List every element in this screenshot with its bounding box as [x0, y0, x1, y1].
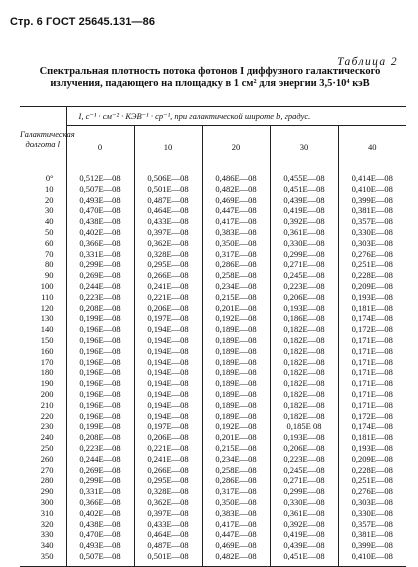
value-cell: 0,330E—08	[270, 238, 338, 249]
value-cell: 0,328E—08	[134, 486, 202, 497]
longitude-cell: 60	[20, 238, 66, 249]
value-cell: 0,439E—08	[270, 540, 338, 551]
table-row	[20, 324, 406, 335]
value-cell: 0,189E—08	[202, 378, 270, 389]
longitude-header: Галактическая долгота l	[20, 107, 66, 168]
value-cell: 0,228E—08	[338, 270, 406, 281]
table-body	[20, 168, 406, 566]
value-cell: 0,234E—08	[202, 454, 270, 465]
longitude-cell: 100	[20, 281, 66, 292]
value-cell: 0,361E—08	[270, 227, 338, 238]
value-cell: 0,317E—08	[202, 249, 270, 260]
table-row	[20, 303, 406, 314]
value-cell: 0,330E—08	[270, 497, 338, 508]
value-cell: 0,402E—08	[79, 226, 121, 237]
value-cell: 0,447E—08	[202, 529, 270, 540]
table-row	[20, 540, 406, 551]
value-cell: 0,196E—08	[79, 345, 121, 356]
table-row	[20, 432, 406, 443]
longitude-cell: 120	[20, 303, 66, 314]
value-cell: 0,295E—08	[134, 475, 202, 486]
value-cell: 0,209E—08	[338, 454, 406, 465]
value-cell: 0,192E—08	[202, 421, 270, 432]
value-cell: 0,258E—08	[202, 465, 270, 476]
value-cell: 0,172E—08	[338, 324, 406, 335]
value-cell: 0,381E—08	[338, 205, 406, 216]
value-cell: 0,486E—08	[202, 168, 270, 184]
table-row	[20, 335, 406, 346]
value-cell: 0,402E—08	[79, 507, 121, 518]
value-cell: 0,182E—08	[270, 324, 338, 335]
table-row	[20, 497, 406, 508]
value-cell: 0,234E—08	[202, 281, 270, 292]
table-row	[20, 551, 406, 566]
value-cell: 0,410E—08	[338, 184, 406, 195]
value-cell: 0,399E—08	[338, 540, 406, 551]
value-cell: 0,399E—08	[338, 195, 406, 206]
value-cell: 0,506E—08	[134, 168, 202, 184]
value-cell: 0,269E—08	[79, 270, 121, 281]
table-row	[20, 519, 406, 530]
value-cell: 0,357E—08	[338, 216, 406, 227]
value-cell: 0,330E—08	[338, 508, 406, 519]
value-cell: 0,392E—08	[270, 519, 338, 530]
table-row	[20, 205, 406, 216]
value-cell: 0,487E—08	[134, 540, 202, 551]
table-row	[20, 389, 406, 400]
value-cell: 0,269E—08	[79, 464, 121, 475]
value-cell: 0,194E—08	[134, 367, 202, 378]
value-cell: 0,186E—08	[270, 313, 338, 324]
value-cell: 0,171E—08	[338, 367, 406, 378]
value-cell: 0,299E—08	[270, 249, 338, 260]
value-cell: 0,196E—08	[79, 399, 121, 410]
table-row	[20, 313, 406, 324]
value-cell: 0,189E—08	[202, 411, 270, 422]
table-row	[20, 168, 406, 184]
value-cell: 0,331E—08	[79, 248, 121, 259]
longitude-cell: 320	[20, 519, 66, 530]
value-cell: 0,189E—08	[202, 324, 270, 335]
value-cell: 0,362E—08	[134, 497, 202, 508]
value-cell: 0,295E—08	[134, 259, 202, 270]
longitude-cell: 220	[20, 411, 66, 422]
value-cell: 0,189E—08	[202, 400, 270, 411]
table-caption: Спектральная плотность потока фотонов I диффузного галактического излучения, падающего на площадку в 1 см² для энергии 3,5·10⁴ кэВ	[39, 66, 381, 89]
longitude-cell: 240	[20, 432, 66, 443]
table-row	[20, 443, 406, 454]
value-cell: 0,181E—08	[338, 432, 406, 443]
value-cell: 0,469E—08	[202, 540, 270, 551]
value-cell: 0,303E—08	[338, 497, 406, 508]
value-cell: 0,208E—08	[79, 432, 121, 443]
value-cell: 0,331E—08	[79, 486, 121, 497]
page-header: Стр. 6 ГОСТ 25645.131—86	[10, 16, 156, 28]
longitude-cell: 290	[20, 486, 66, 497]
table-row	[20, 529, 406, 540]
value-cell: 0,223E—08	[79, 291, 121, 302]
latitude-header-40: 40	[338, 126, 406, 169]
value-cell: 0,303E—08	[338, 238, 406, 249]
value-cell: 0,251E—08	[338, 475, 406, 486]
value-cell: 0,317E—08	[202, 486, 270, 497]
group-header: I, с⁻¹ · см⁻² · КЭВ⁻¹ · ср⁻¹, при галактической широте b, градус.	[66, 107, 406, 126]
value-cell: 0,271E—08	[270, 259, 338, 270]
value-cell: 0,182E—08	[270, 411, 338, 422]
value-cell: 0,206E—08	[270, 443, 338, 454]
value-cell: 0,196E—08	[79, 388, 121, 399]
longitude-cell: 150	[20, 335, 66, 346]
value-cell: 0,361E—08	[270, 508, 338, 519]
value-cell: 0,493E—08	[79, 540, 121, 551]
value-cell: 0,439E—08	[270, 195, 338, 206]
longitude-cell: 80	[20, 259, 66, 270]
value-cell: 0,182E—08	[270, 367, 338, 378]
value-cell: 0,451E—08	[270, 184, 338, 195]
value-cell: 0,171E—08	[338, 346, 406, 357]
value-cell: 0,470E—08	[79, 205, 121, 216]
table-row	[20, 378, 406, 389]
value-cell: 0,245E—08	[270, 465, 338, 476]
value-cell: 0,410E—08	[338, 551, 406, 566]
value-cell: 0,171E—08	[338, 357, 406, 368]
value-cell: 0,228E—08	[338, 465, 406, 476]
table-row	[20, 367, 406, 378]
value-cell: 0,181E—08	[338, 303, 406, 314]
value-cell: 0,438E—08	[79, 518, 121, 529]
value-cell: 0,182E—08	[270, 357, 338, 368]
table-row	[20, 249, 406, 260]
value-cell: 0,266E—08	[134, 465, 202, 476]
value-cell: 0,299E—08	[79, 475, 121, 486]
value-cell: 0,201E—08	[202, 303, 270, 314]
value-cell: 0,206E—08	[134, 432, 202, 443]
value-cell: 0,182E—08	[270, 389, 338, 400]
value-cell: 0,447E—08	[202, 205, 270, 216]
table-row	[20, 421, 406, 432]
value-cell: 0,397E—08	[134, 508, 202, 519]
longitude-cell: 340	[20, 540, 66, 551]
value-cell: 0,197E—08	[134, 421, 202, 432]
table-row	[20, 216, 406, 227]
value-cell: 0,196E—08	[79, 356, 121, 367]
value-cell: 0,419E—08	[270, 205, 338, 216]
value-cell: 0,196E—08	[79, 334, 121, 345]
latitude-header-20: 20	[202, 126, 270, 169]
longitude-cell: 190	[20, 378, 66, 389]
value-cell: 0,383E—08	[202, 227, 270, 238]
value-cell: 0,193E—08	[338, 443, 406, 454]
latitude-header-0: 0	[97, 142, 103, 152]
table-row	[20, 195, 406, 206]
longitude-cell: 50	[20, 227, 66, 238]
longitude-cell: 260	[20, 454, 66, 465]
value-cell: 0,171E—08	[338, 400, 406, 411]
table-row	[20, 411, 406, 422]
value-cell: 0,241E—08	[134, 454, 202, 465]
value-cell: 0,241E—08	[134, 281, 202, 292]
longitude-cell: 210	[20, 400, 66, 411]
table-row	[20, 486, 406, 497]
longitude-cell: 110	[20, 292, 66, 303]
value-cell: 0,469E—08	[202, 195, 270, 206]
value-cell: 0,182E—08	[270, 335, 338, 346]
value-cell: 0,271E—08	[270, 475, 338, 486]
value-cell: 0,350E—08	[202, 497, 270, 508]
value-cell: 0,194E—08	[134, 400, 202, 411]
value-cell: 0,417E—08	[202, 216, 270, 227]
table-row	[20, 281, 406, 292]
value-cell: 0,286E—08	[202, 259, 270, 270]
value-cell: 0,433E—08	[134, 216, 202, 227]
value-cell: 0,493E—08	[79, 194, 121, 205]
value-cell: 0,221E—08	[134, 292, 202, 303]
longitude-cell: 250	[20, 443, 66, 454]
longitude-cell: 10	[20, 184, 66, 195]
longitude-cell: 90	[20, 270, 66, 281]
value-cell: 0,196E—08	[79, 324, 121, 335]
value-cell: 0,206E—08	[270, 292, 338, 303]
longitude-cell: 30	[20, 205, 66, 216]
value-cell: 0,350E—08	[202, 238, 270, 249]
value-cell: 0,299E—08	[79, 259, 121, 270]
value-cell: 0,299E—08	[270, 486, 338, 497]
value-cell: 0,171E—08	[338, 335, 406, 346]
table-row	[20, 400, 406, 411]
value-cell: 0,397E—08	[134, 227, 202, 238]
value-cell: 0,501E—08	[134, 551, 202, 566]
value-cell: 0,487E—08	[134, 195, 202, 206]
value-cell: 0,189E—08	[202, 335, 270, 346]
table-row	[20, 454, 406, 465]
value-cell: 0,182E—08	[270, 378, 338, 389]
value-cell: 0,209E—08	[338, 281, 406, 292]
table-row	[20, 184, 406, 195]
value-cell: 0,383E—08	[202, 508, 270, 519]
table-row	[20, 259, 406, 270]
longitude-cell: 310	[20, 508, 66, 519]
value-cell: 0,206E—08	[134, 303, 202, 314]
value-cell: 0,482E—08	[202, 184, 270, 195]
table-row	[20, 357, 406, 368]
value-cell: 0,482E—08	[202, 551, 270, 566]
value-cell: 0,392E—08	[270, 216, 338, 227]
longitude-cell: 70	[20, 249, 66, 260]
value-cell: 0,366E—08	[79, 496, 121, 507]
value-cell: 0,174E—08	[338, 421, 406, 432]
value-cell: 0,501E—08	[134, 184, 202, 195]
table-row	[20, 238, 406, 249]
table-row	[20, 292, 406, 303]
value-cell: 0,357E—08	[338, 519, 406, 530]
value-cell: 0,171E—08	[338, 389, 406, 400]
value-cell: 0,512E—08	[79, 173, 121, 183]
value-cell: 0,182E—08	[270, 400, 338, 411]
longitude-cell: 200	[20, 389, 66, 400]
value-cell: 0,328E—08	[134, 249, 202, 260]
value-cell: 0,185E 08	[270, 421, 338, 432]
value-cell: 0,251E—08	[338, 259, 406, 270]
value-cell: 0,414E—08	[338, 168, 406, 184]
value-cell: 0,193E—08	[270, 432, 338, 443]
value-cell: 0,244E—08	[79, 453, 121, 464]
value-cell: 0,201E—08	[202, 432, 270, 443]
longitude-cell: 140	[20, 324, 66, 335]
value-cell: 0,417E—08	[202, 519, 270, 530]
table-row	[20, 270, 406, 281]
value-cell: 0,208E—08	[79, 302, 121, 313]
longitude-cell: 0°	[20, 168, 66, 184]
latitude-header-10: 10	[134, 126, 202, 169]
value-cell: 0,464E—08	[134, 529, 202, 540]
value-cell: 0,470E—08	[79, 529, 121, 540]
value-cell: 0,194E—08	[134, 335, 202, 346]
value-cell: 0,194E—08	[134, 389, 202, 400]
longitude-cell: 160	[20, 346, 66, 357]
table-row	[20, 508, 406, 519]
longitude-cell: 170	[20, 357, 66, 368]
value-cell: 0,464E—08	[134, 205, 202, 216]
value-cell: 0,199E—08	[79, 313, 121, 324]
value-cell: 0,189E—08	[202, 389, 270, 400]
value-cell: 0,330E—08	[338, 227, 406, 238]
table-row	[20, 475, 406, 486]
value-cell: 0,189E—08	[202, 357, 270, 368]
data-table	[20, 106, 406, 567]
value-cell: 0,223E—08	[270, 281, 338, 292]
value-cell: 0,244E—08	[79, 280, 121, 291]
value-cell: 0,197E—08	[134, 313, 202, 324]
value-cell: 0,507E—08	[79, 550, 121, 561]
value-cell: 0,221E—08	[134, 443, 202, 454]
value-cell: 0,366E—08	[79, 237, 121, 248]
value-cell: 0,258E—08	[202, 270, 270, 281]
value-cell: 0,223E—08	[270, 454, 338, 465]
table-row	[20, 465, 406, 476]
value-cell: 0,193E—08	[338, 292, 406, 303]
longitude-cell: 330	[20, 529, 66, 540]
value-cell: 0,266E—08	[134, 270, 202, 281]
value-cell: 0,194E—08	[134, 346, 202, 357]
value-cell: 0,194E—08	[134, 411, 202, 422]
longitude-cell: 280	[20, 475, 66, 486]
value-cell: 0,189E—08	[202, 367, 270, 378]
value-cell: 0,433E—08	[134, 519, 202, 530]
value-cell: 0,171E—08	[338, 378, 406, 389]
value-cell: 0,507E—08	[79, 183, 121, 194]
table-row	[20, 227, 406, 238]
longitude-cell: 20	[20, 195, 66, 206]
value-cell: 0,419E—08	[270, 529, 338, 540]
longitude-cell: 270	[20, 465, 66, 476]
value-cell: 0,189E—08	[202, 346, 270, 357]
value-cell: 0,276E—08	[338, 486, 406, 497]
latitude-header-30: 30	[270, 126, 338, 169]
value-cell: 0,276E—08	[338, 249, 406, 260]
value-cell: 0,194E—08	[134, 324, 202, 335]
value-cell: 0,215E—08	[202, 292, 270, 303]
value-cell: 0,196E—08	[79, 410, 121, 421]
value-cell: 0,245E—08	[270, 270, 338, 281]
longitude-cell: 300	[20, 497, 66, 508]
value-cell: 0,215E—08	[202, 443, 270, 454]
value-cell: 0,182E—08	[270, 346, 338, 357]
value-cell: 0,199E—08	[79, 421, 121, 432]
value-cell: 0,451E—08	[270, 551, 338, 566]
value-cell: 0,193E—08	[270, 303, 338, 314]
value-cell: 0,194E—08	[134, 357, 202, 368]
value-cell: 0,362E—08	[134, 238, 202, 249]
longitude-cell: 350	[20, 551, 66, 566]
table-row	[20, 346, 406, 357]
value-cell: 0,438E—08	[79, 216, 121, 227]
value-cell: 0,455E—08	[270, 168, 338, 184]
table-label: Таблица 2	[337, 56, 398, 68]
longitude-cell: 130	[20, 313, 66, 324]
value-cell: 0,196E—08	[79, 367, 121, 378]
value-cell: 0,223E—08	[79, 442, 121, 453]
value-cell: 0,286E—08	[202, 475, 270, 486]
value-cell: 0,172E—08	[338, 411, 406, 422]
value-cell: 0,192E—08	[202, 313, 270, 324]
longitude-cell: 180	[20, 367, 66, 378]
value-cell: 0,194E—08	[134, 378, 202, 389]
value-cell: 0,174E—08	[338, 313, 406, 324]
value-cell: 0,381E—08	[338, 529, 406, 540]
longitude-cell: 40	[20, 216, 66, 227]
longitude-cell: 230	[20, 421, 66, 432]
value-cell: 0,196E—08	[79, 378, 121, 389]
